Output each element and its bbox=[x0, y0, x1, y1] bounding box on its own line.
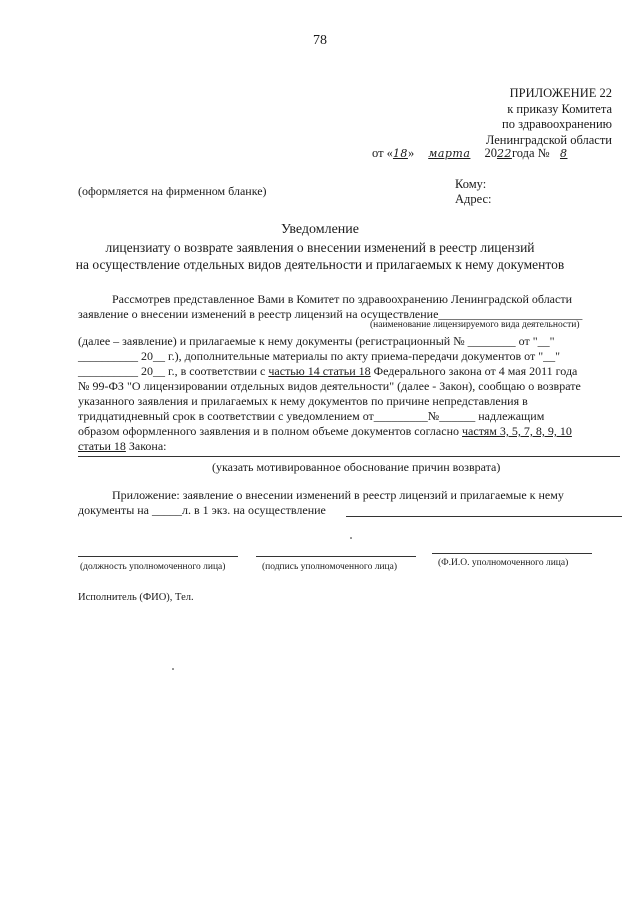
letterhead-note: (оформляется на фирменном бланке) bbox=[78, 184, 267, 198]
document-title: Уведомление bbox=[280, 222, 359, 237]
body-line-7: указанного заявления и прилагаемых к нему документов по причине непредставления в bbox=[78, 394, 528, 408]
appendix-header bbox=[486, 86, 612, 148]
order-mid: » bbox=[407, 146, 415, 160]
body-line-3: (далее – заявление) и прилагаемые к нему документы (регистрационный № ________ от "__" bbox=[78, 334, 555, 348]
order-day: 18 bbox=[392, 147, 408, 160]
appendix-title: ПРИЛОЖЕНИЕ 22 bbox=[509, 86, 612, 100]
body-line-6: № 99-ФЗ "О лицензировании отдельных видов деятельности" (далее - Закон), сообщаю о возврате bbox=[78, 379, 581, 393]
page-number: 78 bbox=[313, 33, 327, 48]
law-link-article-18[interactable]: статьи 18 bbox=[78, 439, 126, 453]
law-link-part-14[interactable]: частью 14 статьи 18 bbox=[268, 364, 371, 378]
order-year-prefix: 20 bbox=[484, 146, 497, 160]
activity-field-line bbox=[346, 516, 622, 517]
attachment-line-2: документы на _____л. в 1 экз. на осуществление bbox=[78, 503, 326, 517]
name-caption: (Ф.И.О. уполномоченного лица) bbox=[438, 558, 569, 568]
body-line-2: заявление о внесении изменений в реестр лицензий на осуществление________________________ bbox=[78, 307, 583, 321]
subtitle-line-1: лицензиату о возврате заявления о внесении изменений в реестр лицензий bbox=[105, 240, 535, 255]
law-link-parts[interactable]: частям 3, 5, 7, 8, 9, 10 bbox=[462, 424, 572, 438]
reason-caption: (указать мотивированное обоснование причин возврата) bbox=[212, 460, 501, 474]
scan-speck bbox=[172, 668, 174, 670]
position-signature-line bbox=[78, 556, 238, 557]
body-line-5 bbox=[78, 364, 577, 379]
body-line-8: тридцатидневный срок в соответствии с уведомлением от_________№______ надлежащим bbox=[78, 409, 545, 423]
order-year-word: года № bbox=[511, 146, 550, 160]
reason-field-line bbox=[78, 456, 620, 457]
recipient-block bbox=[455, 177, 492, 207]
attachment-line-1: Приложение: заявление о внесении изменений в реестр лицензий и прилагаемые к нему bbox=[112, 488, 564, 502]
body-line-1: Рассмотрев представленное Вами в Комитет по здравоохранению Ленинградской области bbox=[112, 292, 572, 306]
appendix-line-order: к приказу Комитета bbox=[507, 101, 612, 116]
order-year-suffix: 22 bbox=[496, 147, 512, 160]
recipient-address: Адрес: bbox=[455, 192, 492, 206]
body-line-5-end: Федерального закона от 4 мая 2011 года bbox=[370, 364, 578, 378]
body-line-10 bbox=[78, 439, 167, 454]
order-number: 8 bbox=[559, 147, 568, 160]
recipient-to: Кому: bbox=[455, 177, 487, 191]
order-date-line bbox=[372, 146, 575, 161]
body-line-9-start: образом оформленного заявления и в полном объеме документов согласно bbox=[78, 424, 462, 438]
body-line-4: __________ 20__ г.), дополнительные материалы по акту приема-передачи документов от "__" bbox=[78, 349, 561, 363]
signature-line bbox=[256, 556, 416, 557]
appendix-line-committee: по здравоохранению bbox=[502, 117, 612, 131]
activity-caption: (наименование лицензируемого вида деятельности) bbox=[370, 320, 580, 330]
executor-line: Исполнитель (ФИО), Тел. bbox=[78, 592, 194, 603]
order-prefix: от « bbox=[372, 146, 393, 160]
scan-speck bbox=[350, 537, 352, 539]
position-caption: (должность уполномоченного лица) bbox=[80, 562, 226, 572]
appendix-line-region: Ленинградской области bbox=[485, 132, 612, 147]
name-signature-line bbox=[432, 553, 592, 554]
body-line-5-start: __________ 20__ г., в соответствии с bbox=[78, 364, 269, 378]
subtitle-line-2: на осуществление отдельных видов деятельности и прилагаемых к нему документов bbox=[75, 257, 565, 272]
body-line-10-end: Закона: bbox=[125, 439, 167, 453]
order-month: марта bbox=[428, 147, 471, 160]
body-line-9 bbox=[78, 424, 572, 439]
signature-caption: (подпись уполномоченного лица) bbox=[262, 562, 398, 572]
